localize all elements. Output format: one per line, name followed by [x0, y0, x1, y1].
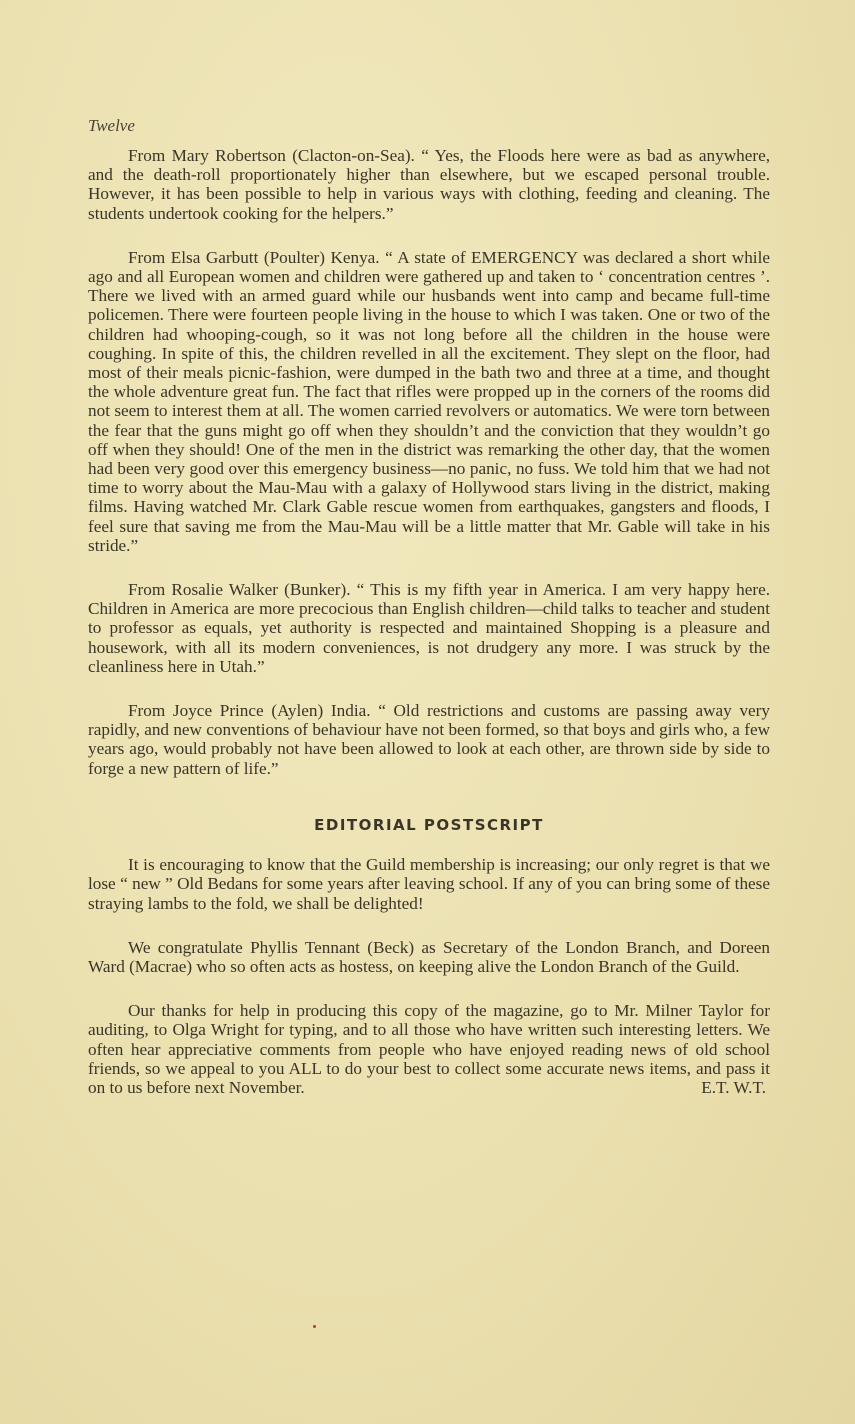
- postscript-paragraph-congratulations: We congratulate Phyllis Tennant (Beck) as Secretary of the London Branch, and Doreen Ward (Macrae) who so often acts as hostess, on keeping alive the London Branch of the Guild.: [88, 937, 770, 976]
- page-number: Twelve: [88, 116, 135, 135]
- section-heading: EDITORIAL POSTSCRIPT: [314, 815, 544, 834]
- letter-joyce-prince: From Joyce Prince (Aylen) India. “ Old restrictions and customs are passing away very rapidly, and new conventions of behaviour have not been formed, so that boys and girls who, a few years ago, would probably not have been allowed to look at each other, are thrown side by side to forge a new pattern of life.”: [88, 701, 770, 778]
- postscript-paragraph-thanks: [88, 1001, 770, 1097]
- postscript-thanks-text: Our thanks for help in producing this copy of the magazine, go to Mr. Milner Taylor for auditing, to Olga Wright for typing, and to all those who have written such interesting letters. We often hear appreciative comments from people who have enjoyed reading news of old school friends, so we appeal to you ALL to do your best to collect some accurate news items, and pass it on to us before next November.: [88, 1001, 770, 1097]
- letter-rosalie-walker: From Rosalie Walker (Bunker). “ This is my fifth year in America. I am very happy here. Children in America are more precocious than English children—child talks to teacher and student to professor as equals, yet authority is respected and maintained Shopping is a pleasure and housework, with all its modern conveniences, is not drudgery any more. I was struck by the cleanliness here in Utah.”: [88, 580, 770, 676]
- letter-elsa-garbutt: From Elsa Garbutt (Poulter) Kenya. “ A state of EMERGENCY was declared a short while ago and all European women and children were gathered up and taken to ‘ concentration centres ’. There we lived with an armed guard while our husbands went into camp and became full-time policemen. There were fourteen people living in the house to which I was taken. One or two of the children had whooping-cough, so it was not long before all the children in the house were coughing. In spite of this, the children revelled in all the excitement. They slept on the floor, had most of their meals picnic-fashion, were dumped in the bath two and three at a time, and thought the whole adventure great fun. The fact that rifles were propped up in the corners of the rooms did not seem to interest them at all. The women carried revolvers or automatics. We were torn between the fear that the guns might go off when they shouldn’t and the conviction that they wouldn’t go off when they should! One of the men in the district was remarking the other day, that the women had been very good over this emergency business—no panic, no fuss. We told him that we had not time to worry about the Mau-Mau with a galaxy of Hollywood stars living in the district, making films. Having watched Mr. Clark Gable rescue women from earthquakes, gangsters and floods, I feel sure that saving me from the Mau-Mau will be a little matter that Mr. Gable will take in his stride.”: [88, 247, 770, 555]
- letter-mary-robertson: From Mary Robertson (Clacton-on-Sea). “ Yes, the Floods here were as bad as anywhere, and the death-roll proportionately higher than elsewhere, but we escaped personal trouble. However, it has been possible to help in various ways with clothing, feeding and cleaning. The students undertook cooking for the helpers.”: [88, 146, 770, 223]
- letters-section: [88, 146, 770, 1122]
- red-speck-mark: [313, 1325, 316, 1328]
- postscript-paragraph-membership: It is encouraging to know that the Guild membership is increasing; our only regret is that we lose “ new ” Old Bedans for some years after leaving school. If any of you can bring some of these straying lambs to the fold, we shall be delighted!: [88, 855, 770, 913]
- signature: E.T. W.T.: [701, 1077, 766, 1097]
